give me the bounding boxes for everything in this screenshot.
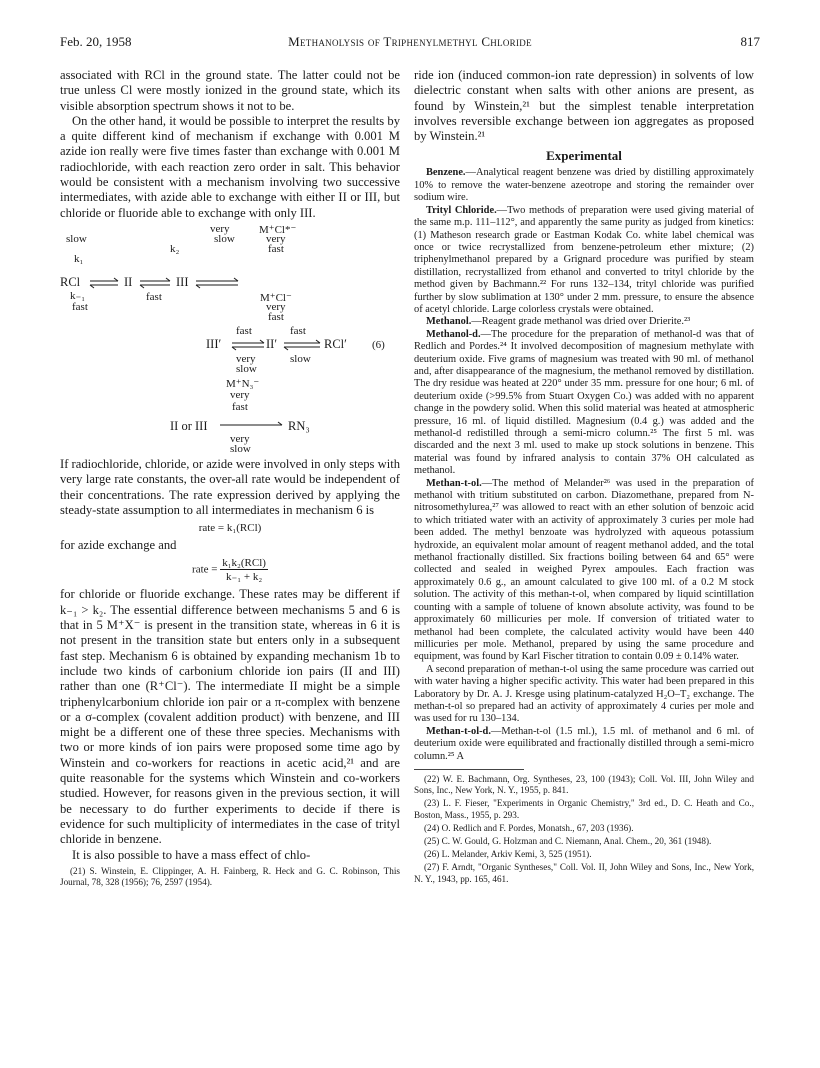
rate-label: slow: [214, 232, 235, 245]
rate-constant: k₋₁: [70, 289, 86, 302]
species-rn3: RN₃: [288, 418, 310, 433]
paragraph: for azide exchange and: [60, 538, 177, 553]
run-in-heading: Methan-t-ol-d.: [426, 725, 491, 737]
paragraph-methan-t-ol-d: [414, 726, 754, 763]
reagent-label: M⁺Cl*⁻: [259, 223, 297, 236]
rate-label: very: [210, 222, 230, 235]
paragraph-text: —The method of Melander²⁶ was used in the preparation of methanol with tritium substituted on carbon. Diazomethane, prepared from N-nitrosomethylurea,²⁷ was allowed to react with an ether solution of benzoic acid to which tritiated water with an activity of approximately 3 curies per mole had been added. The methyl benzoate was hydrolyzed with aqueous potassium hydroxide, an equivalent molar amount of reagent methanol added, and the total methanol fractionally distilled. Six fractions boiling between 64 and 65° were collected and sealed in weighed Pyrex ampoules. Each fraction was approximately 0.6 g., an amount calculated to give 100 ml. of a 0.2 M stock solution. The activity of this methan-t-ol, when compared by liquid scintillation counting with a sample of toluene of known absolute activity, was found to be approximately 60 millicuries per mole. If conversion of tritiated water to methanol had been complete, the calculated activity would have been 440 millicuries per mole. Methanol, prepared by using the same procedure and equipment, was found by Karl Fischer titration to contain 0.09 ± 0.14% water.: [414, 477, 754, 663]
paragraph-trityl-chloride: [414, 205, 754, 317]
page-number: 817: [740, 34, 760, 49]
reagent-label: M⁺N₃⁻: [226, 377, 260, 390]
paragraph: ride ion (induced common-ion rate depression) in solvents of low dielectric constant when salts with other anions are present, as found by Winstein,²¹ but the simplest tenable interpretation involves reversible exchange between ion aggregates as proposed by Winstein.²¹: [414, 68, 754, 144]
paragraph: On the other hand, it would be possible to interpret the results by a quite different kind of mechanism if exchange with 0.001 M azide ion really were five times faster than exchange with 0.001 M radiochloride, with each reaction zero order in salt. This behavior would be consistent with a mechanism involving two successive intermediates, with azide able to exchange with either II or III, but chloride or fluoride able to exchange with only III.: [60, 113, 400, 220]
rate-label: very: [266, 300, 286, 313]
left-column: [60, 68, 400, 890]
equation-rhs: k₁(RCl): [226, 522, 262, 535]
rate-label: fast: [268, 242, 284, 255]
paragraph: associated with RCl in the ground state. The latter could not be true unless Cl were mostly ionized in the ground state, which its visible absorption spectrum shows it not to be.: [60, 68, 400, 113]
rate-label: fast: [268, 310, 284, 323]
rate-label: slow: [290, 352, 311, 365]
rate-label: very: [230, 432, 250, 445]
paragraph-methanol-d: [414, 329, 754, 478]
rate-label: slow: [236, 362, 257, 375]
rate-label: fast: [232, 400, 248, 413]
rate-label: very: [236, 352, 256, 365]
rate-label: fast: [236, 324, 252, 337]
footnote-26: (26) L. Melander, Arkiv Kemi, 3, 525 (1951).: [424, 849, 592, 860]
azide-exchange-diagram: [60, 377, 400, 457]
rate-equation-1: [60, 522, 400, 534]
rate-label: very: [230, 388, 250, 401]
section-heading: Experimental: [546, 148, 622, 164]
paragraph-methan-t-ol: [414, 478, 754, 664]
fraction: [220, 557, 268, 583]
paragraph: It is also possible to have a mass effect of chlo-: [72, 847, 311, 862]
species-rcl-prime: RCl′: [324, 336, 347, 351]
footnote-27: (27) F. Arndt, "Organic Syntheses," Coll. Vol. II, John Wiley and Sons, Inc., New York, N. Y., 1943, pp. 165, 461.: [414, 862, 754, 884]
species-ii: II: [124, 274, 133, 289]
run-in-heading: Benzene.: [426, 167, 466, 179]
paragraph-benzene: [414, 167, 754, 204]
page-header: [60, 34, 760, 52]
rate-label: fast: [72, 300, 88, 313]
equation-lhs: rate =: [192, 563, 221, 576]
paragraph: If radiochloride, chloride, or azide were involved in only steps with very large rate constants, the over-all rate would be independent of their concentrations. The rate expression derived by applying the steady-state assumption to all intermediates in mechanism 6 is: [60, 456, 400, 517]
rate-label: fast: [290, 324, 306, 337]
paragraph-text: —The procedure for the preparation of methanol-d was that of Redlich and Pordes.²⁴ It involved decomposition of magnesium methylate with deuterium oxide. Five grams of magnesium was treated with 90 ml. of methanol and, after disappearance of the magnesium, the methanol removed by distillation. The dry residue was heated at 220° under 35 mm. pressure for one hour; 6 ml. of deuterium oxide (>99.5% from Stuart Oxygen Co.) was added with no apparent change in the powdery solid. When this solid material was heated at atmospheric pressure, 16 ml. of liquid distilled. Magnesium (0.4 g.) was added and the methanol-d redistilled through a semi-micro column.²⁵ The first 5 ml. was discarded and the next 3 ml. used to make up stock solutions in benzene. This material was found by infrared analysis to contain 37% OH calculated as methanol.: [414, 328, 754, 477]
equation-lhs: rate =: [198, 522, 227, 535]
footnote-23: (23) L. F. Fieser, "Experiments in Organic Chemistry," 3rd ed., D. C. Heath and Co., Boston, Mass., 1955, p. 293.: [414, 798, 754, 820]
paragraph-text: —Reagent grade methanol was dried over Drierite.²³: [471, 316, 691, 328]
rate-equation-2: [60, 557, 400, 583]
footnote-25: (25) C. W. Gould, G. Holzman and C. Niemann, Anal. Chem., 20, 361 (1948).: [424, 836, 712, 846]
paragraph-methanol: [414, 316, 754, 328]
reagent-label: M⁺Cl⁻: [260, 291, 292, 304]
rate-constant: k₁: [74, 252, 84, 265]
paragraph: A second preparation of methan-t-ol using the same procedure was carried out with water having a higher specific activity. This water had been prepared in this Laboratory by Dr. A. J. Kresge using platinum-catalyzed H₂O–T₂ exchange. The methan-t-ol so prepared had an activity of approximately 4 curies per mole and was used for ru 130–134.: [414, 663, 754, 725]
run-in-heading: Trityl Chloride.: [426, 204, 497, 216]
numerator: k₁k₂(RCl): [222, 557, 266, 570]
species-ii-or-iii: II or III: [170, 418, 208, 433]
footnote-24: (24) O. Redlich and F. Pordes, Monatsh., 67, 203 (1936).: [424, 822, 634, 833]
journal-date: Feb. 20, 1958: [60, 34, 132, 49]
rate-label: fast: [146, 290, 162, 303]
paragraph-text: —Analytical reagent benzene was dried by distilling approximately 10% to remove the water-benzene azeotrope and storing the remainder over sodium wire.: [414, 167, 754, 204]
footnote-22: (22) W. E. Bachmann, Org. Syntheses, 23, 100 (1943); Coll. Vol. III, John Wiley and Sons, Inc., New York, N. Y., 1955, p. 841.: [414, 773, 754, 796]
species-rcl: RCl: [60, 274, 81, 289]
run-in-heading: Methan-t-ol.: [426, 477, 482, 489]
running-title: Methanolysis of Triphenylmethyl Chloride: [288, 34, 532, 49]
species-iii-prime: III′: [206, 336, 222, 351]
species-ii-prime: II′: [266, 336, 278, 351]
footnote-rule: [414, 769, 524, 770]
rate-label: slow: [230, 442, 251, 455]
right-column: [414, 68, 754, 887]
equation-number: (6): [372, 338, 385, 351]
species-iii: III: [176, 274, 189, 289]
rate-label: slow: [66, 232, 87, 245]
rate-label: very: [266, 232, 286, 245]
run-in-heading: Methanol-d.: [426, 328, 481, 340]
denominator: k₋₁ + k₂: [225, 571, 263, 584]
paragraph: for chloride or fluoride exchange. These rates may be different if k₋₁ > k₂. The essential difference between mechanisms 5 and 6 is that in 5 M⁺X⁻ is present in the transition state, whereas in 6 it is not present in the transition state but enters only in a subsequent fast step. Mechanism 6 is obtained by expanding mechanism 1b to include two kinds of carbonium chloride ion pairs (II and III) rather than one (R⁺Cl⁻). The intermediate II might be a simple triphenylcarbonium chloride ion pair or a π-complex with benzene or a σ-complex (covalent addition product) with benzene, and III might be a different one of these three species. Mechanisms with two or more kinds of ion pairs were proposed some time ago by Winstein and co-workers for reactions in acetic acid,²¹ and are quite reasonable for the systems which Winstein and co-workers studied. However, for reasons given in the previous section, it will be necessary to do further experiments to decide if there is evidence for such multiplicity of intermediates in the case of trityl chloride in benzene.: [60, 587, 400, 847]
rate-constant: k₂: [170, 242, 180, 255]
paragraph-text: —Methan-t-ol (1.5 ml.), 1.5 ml. of methanol and 6 ml. of deuterium oxide were equilibrated and fractionally distilled through a semi-micro column.²⁵ A: [414, 725, 754, 762]
paragraph-text: —Two methods of preparation were used giving material of the same m.p. 111–112°, and apparently the same purity as judged from kinetics: (1) Matheson research grade or Eastman Kodak Co. white label chemical was once or twice recrystallized from benzene-petroleum ether mixture; (2) triphenylmethanol prepared by a Grignard procedure was purified by steam distillation, recrystallized from ethanol and converted to trityl chloride by the method given by Bachmann.²² For runs 132–134, trityl chloride was purified further by slow sublimation at 130° under 2 mm. pressure, to ensure the absence of acetyl chloride. Large colorless crystals were obtained.: [414, 204, 754, 315]
run-in-heading: Methanol.: [426, 316, 472, 328]
footnote-21: (21) S. Winstein, E. Clippinger, A. H. Fainberg, R. Heck and G. C. Robinson, This Journal, 78, 328 (1956); 76, 2597 (1954).: [60, 865, 400, 887]
